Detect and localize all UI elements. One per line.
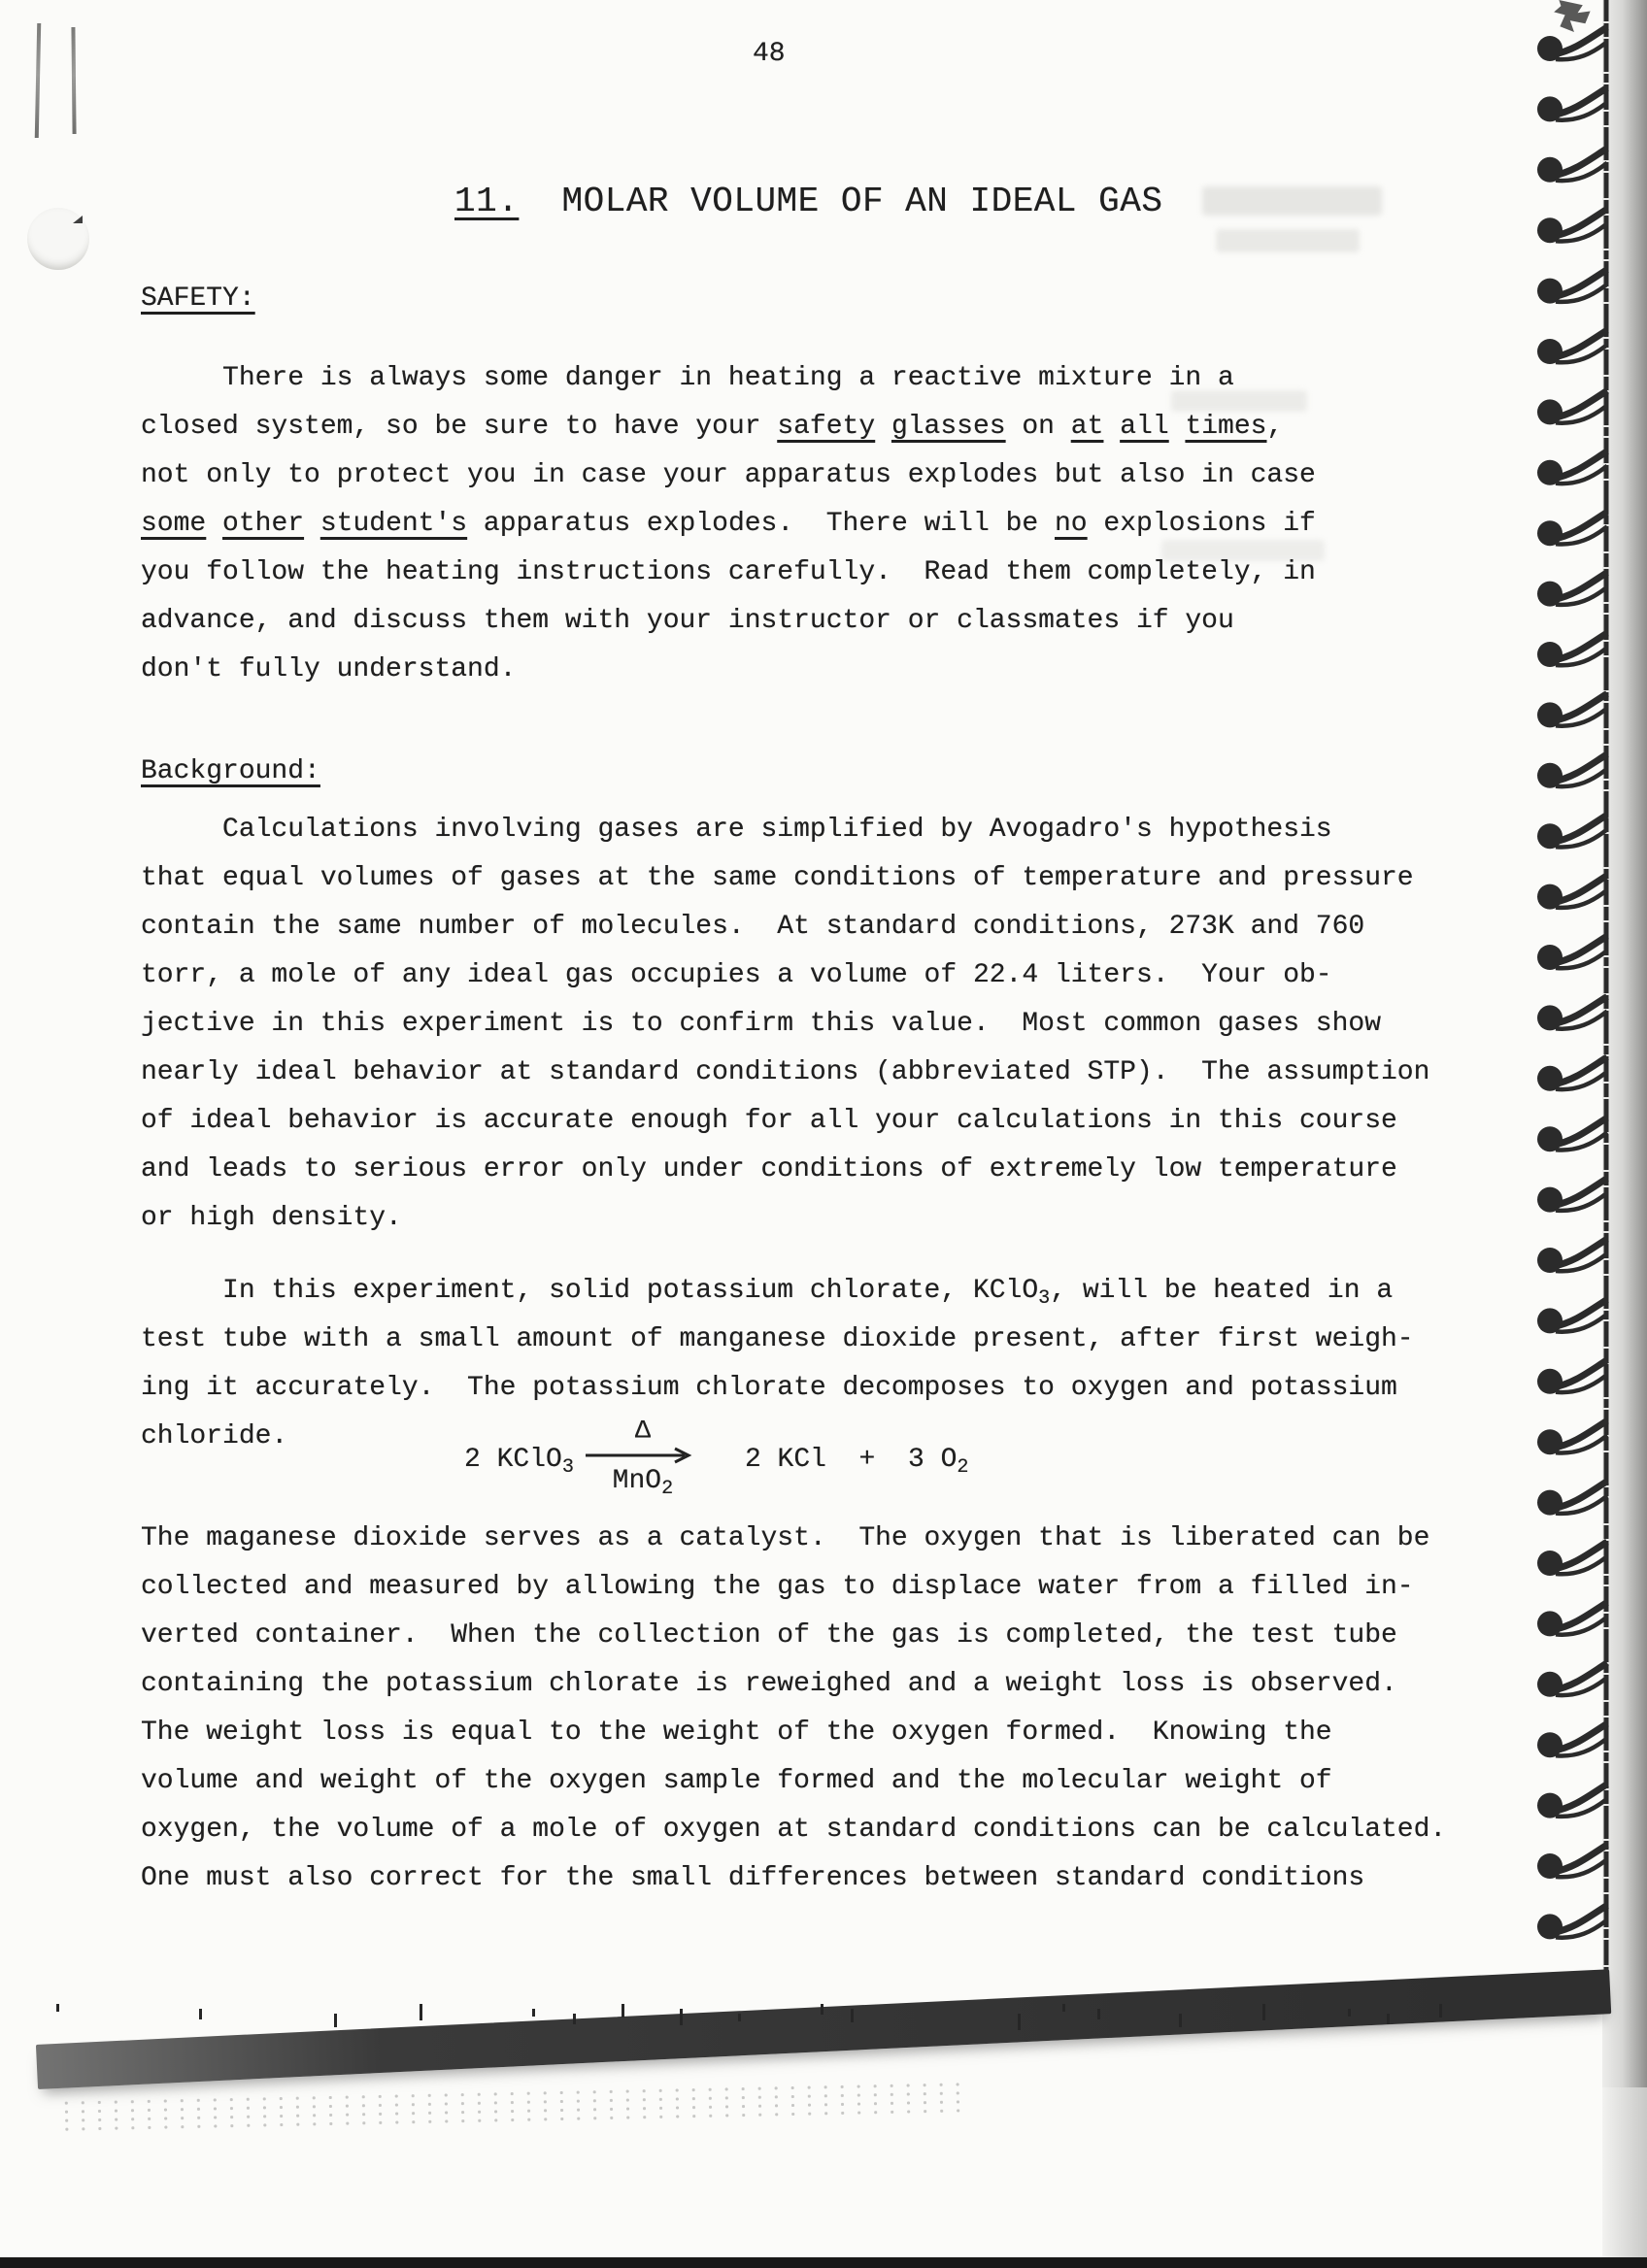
- text-line: some other student's apparatus explodes. There will be no explosions if: [141, 509, 1316, 539]
- spiral-coil-icon: [1537, 390, 1607, 424]
- spiral-coil-icon: [1537, 1482, 1607, 1516]
- equation-products: 2 KCl + 3 $O_2$: [744, 1445, 969, 1480]
- scan-mark: [1097, 2009, 1100, 2019]
- spiral-coil-icon: [1537, 1542, 1607, 1576]
- text-line: There is always some danger in heating a reactive mixture in a: [141, 363, 1234, 393]
- text-line: One must also correct for the small differences between standard conditions: [141, 1863, 1365, 1893]
- safety-heading: [141, 275, 255, 323]
- text-line: The weight loss is equal to the weight of the oxygen formed. Knowing the: [141, 1718, 1332, 1748]
- spiral-coil-icon: [1537, 1905, 1607, 1939]
- text-line: volume and weight of the oxygen sample formed and the molecular weight of: [141, 1766, 1332, 1796]
- punch-hole: [27, 208, 89, 270]
- bleedthrough-smudge: [1202, 186, 1382, 216]
- catalyst-label: MnO$_2$: [612, 1465, 674, 1501]
- scan-speckle: [58, 2080, 972, 2136]
- text-line: don't fully understand.: [141, 654, 517, 684]
- scan-mark: [680, 2009, 683, 2025]
- catalyst-paragraph: [141, 1515, 1446, 1903]
- spiral-coil-icon: [1537, 815, 1607, 849]
- text-line: chloride.: [141, 1421, 288, 1451]
- spiral-coil-icon: [1537, 996, 1607, 1030]
- text-line: closed system, so be sure to have your safety glasses on at all times,: [141, 412, 1284, 442]
- spiral-coil-icon: [1537, 876, 1607, 910]
- spiral-coil-icon: [1537, 1602, 1607, 1636]
- staple-mark: [35, 23, 41, 138]
- scan-shadow-band: [36, 1969, 1611, 2089]
- spiral-coil-icon: [1537, 1179, 1607, 1213]
- scan-mark: [1348, 2009, 1351, 2017]
- spiral-coil-icon: [1537, 149, 1607, 183]
- text-line: advance, and discuss them with your instructor or classmates if you: [141, 606, 1234, 636]
- scan-mark: [1262, 2004, 1265, 2020]
- spiral-coil-icon: [1537, 27, 1607, 61]
- staple-mark: [71, 27, 76, 134]
- text-line: you follow the heating instructions carefully. Read them completely, in: [141, 557, 1316, 587]
- scan-mark: [199, 2009, 202, 2019]
- text-line: test tube with a small amount of manganese dioxide present, after first weigh-: [141, 1324, 1414, 1354]
- spiral-coil-icon: [1537, 936, 1607, 970]
- scan-mark: [851, 2009, 854, 2022]
- spiral-coil-icon: [1537, 330, 1607, 364]
- scan-mark: [56, 2004, 59, 2012]
- text-line: verted container. When the collection of the gas is completed, the test tube: [141, 1620, 1397, 1651]
- text-line: In this experiment, solid potassium chlorate, KClO$_3$, will be heated in a: [141, 1276, 1394, 1311]
- spiral-coil-icon: [1537, 512, 1607, 546]
- equation-reactant: 2 KClO$_3$: [464, 1445, 574, 1480]
- background-heading: [141, 748, 320, 796]
- chemical-equation: [464, 1416, 968, 1509]
- page-number: [753, 35, 786, 74]
- scan-bottom-edge: [0, 2257, 1647, 2268]
- text-line: and leads to serious error only under conditions of extremely low temperature: [141, 1154, 1397, 1184]
- background-paragraph: [141, 806, 1429, 1243]
- scan-mark: [738, 2014, 741, 2021]
- spiral-coil-icon: [1537, 451, 1607, 485]
- spiral-coil-icon: [1537, 209, 1607, 243]
- text-line: The maganese dioxide serves as a catalyst. The oxygen that is liberated can be: [141, 1523, 1430, 1553]
- text-line: 48: [753, 39, 786, 69]
- spiral-coil-icon: [1537, 1299, 1607, 1333]
- scan-mark: [1439, 2004, 1442, 2018]
- scan-mark: [1062, 2004, 1065, 2012]
- text-line: ing it accurately. The potassium chlorate decomposes to oxygen and potassium: [141, 1373, 1397, 1403]
- text-line: 11. MOLAR VOLUME OF AN IDEAL GAS: [454, 182, 1163, 221]
- spiral-coil-icon: [1537, 693, 1607, 727]
- text-line: SAFETY:: [141, 284, 255, 314]
- page-title: [454, 179, 1162, 225]
- text-line: or high density.: [141, 1203, 402, 1233]
- spiral-coil-icon: [1537, 754, 1607, 788]
- scan-mark: [334, 2014, 337, 2027]
- scan-mark: [622, 2004, 624, 2018]
- text-line: collected and measured by allowing the gas to displace water from a filled in-: [141, 1572, 1414, 1602]
- text-line: oxygen, the volume of a mole of oxygen at standard conditions can be calculated.: [141, 1815, 1447, 1845]
- text-line: Calculations involving gases are simplified by Avogadro's hypothesis: [141, 815, 1332, 845]
- scan-mark: [1179, 2014, 1182, 2027]
- text-line: nearly ideal behavior at standard conditions (abbreviated STP). The assumption: [141, 1057, 1430, 1087]
- equation-arrow-group: [584, 1418, 702, 1507]
- text-line: Background:: [141, 756, 320, 786]
- text-line: of ideal behavior is accurate enough for all your calculations in this course: [141, 1106, 1397, 1136]
- text-line: not only to protect you in case your apparatus explodes but also in case: [141, 460, 1316, 490]
- scan-mark: [420, 2004, 422, 2020]
- text-line: containing the potassium chlorate is reweighed and a weight loss is observed.: [141, 1669, 1397, 1699]
- text-line: jective in this experiment is to confirm this value. Most common gases show: [141, 1009, 1382, 1039]
- scan-mark: [821, 2004, 824, 2015]
- spiral-coil-icon: [1537, 1784, 1607, 1818]
- spiral-coil-icon: [1537, 270, 1607, 304]
- spiral-coil-icon: [1537, 1420, 1607, 1454]
- spiral-coil-icon: [1537, 87, 1607, 121]
- delta-symbol: Δ: [634, 1417, 652, 1447]
- text-line: torr, a mole of any ideal gas occupies a volume of 22.4 liters. Your ob-: [141, 960, 1332, 990]
- spiral-coil-icon: [1537, 1057, 1607, 1091]
- spiral-coil-icon: [1537, 1239, 1607, 1273]
- spiral-coil-icon: [1537, 1845, 1607, 1879]
- reaction-arrow-icon: [584, 1447, 702, 1464]
- scan-mark: [532, 2009, 535, 2017]
- text-line: that equal volumes of gases at the same conditions of temperature and pressure: [141, 863, 1414, 893]
- scan-mark: [1018, 2014, 1021, 2030]
- spiral-coil-icon: [1537, 1663, 1607, 1697]
- spiral-coil-icon: [1537, 1117, 1607, 1151]
- spiral-coil-icon: [1537, 633, 1607, 667]
- scan-mark: [1387, 2014, 1390, 2024]
- spiral-binding: [1521, 0, 1647, 2268]
- spiral-coil-icon: [1537, 1360, 1607, 1394]
- spiral-coil-icon: [1537, 573, 1607, 607]
- spiral-coil-icon: [1537, 1723, 1607, 1757]
- safety-paragraph: [141, 354, 1316, 694]
- scan-mark: [573, 2014, 576, 2024]
- text-line: contain the same number of molecules. At standard conditions, 273K and 760: [141, 912, 1365, 942]
- bleedthrough-smudge: [1216, 229, 1360, 252]
